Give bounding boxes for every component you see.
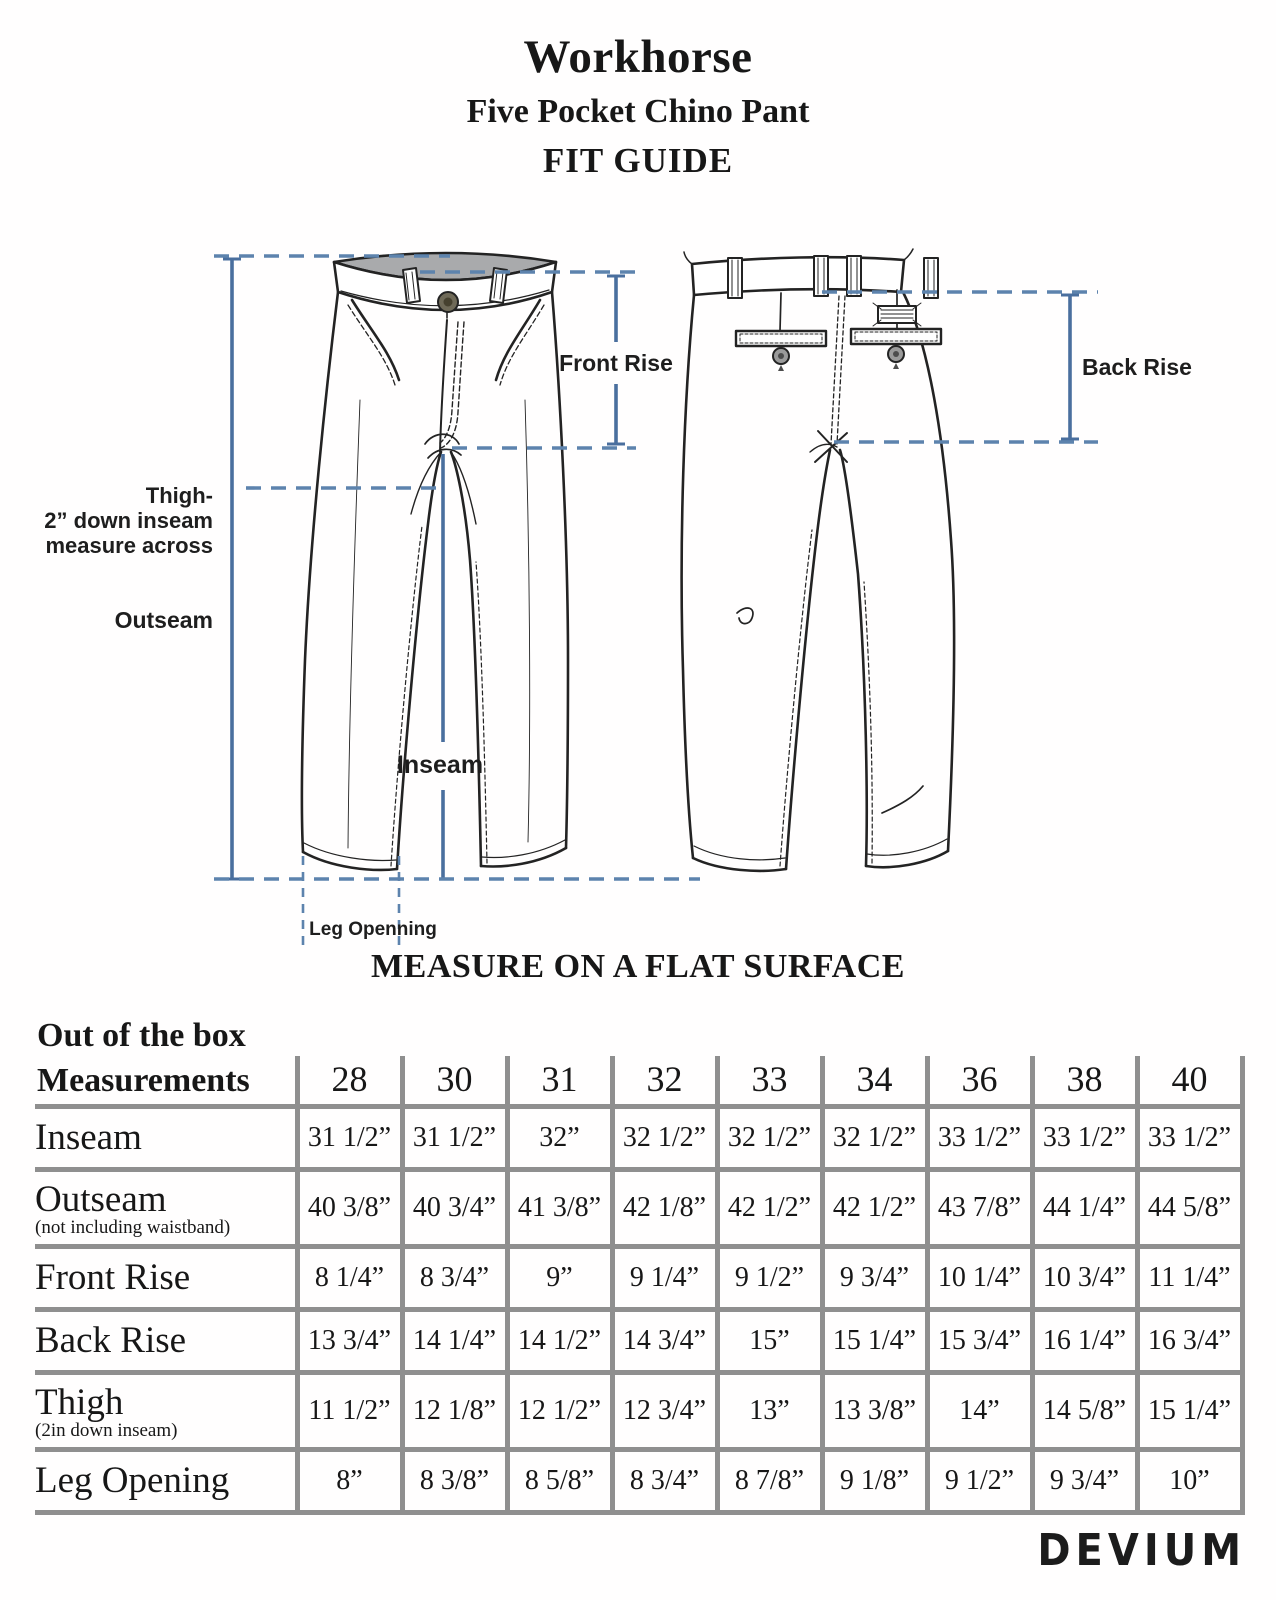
- cell: 8 7/8”: [717, 1450, 822, 1513]
- cell: 15”: [717, 1310, 822, 1373]
- cell: 8 1/4”: [297, 1247, 402, 1310]
- thigh-label-line1: Thigh-: [145, 483, 213, 508]
- back-brand-patch: [873, 303, 921, 326]
- table-row-inseam: [35, 1107, 1242, 1170]
- row-label: Outseam: [35, 1178, 167, 1220]
- size-col-30: 30: [402, 1056, 507, 1107]
- front-stitch-details: [304, 400, 565, 866]
- size-table: [35, 1056, 1245, 1515]
- cell: 14 1/4”: [402, 1310, 507, 1373]
- thigh-label-line3: measure across: [45, 533, 213, 558]
- cell: 12 1/2”: [507, 1373, 612, 1450]
- table-row-back-rise: [35, 1310, 1242, 1373]
- back-stitch-details: [694, 530, 947, 866]
- cell: 33 1/2”: [927, 1107, 1032, 1170]
- cell: 8 3/4”: [612, 1450, 717, 1513]
- cell: 13 3/4”: [297, 1310, 402, 1373]
- cell: 9 1/2”: [717, 1247, 822, 1310]
- table-row-outseam: [35, 1170, 1242, 1247]
- cell: 32 1/2”: [822, 1107, 927, 1170]
- back-pant-sketch: [682, 249, 954, 871]
- cell: 33 1/2”: [1137, 1107, 1242, 1170]
- cell: 33 1/2”: [1032, 1107, 1137, 1170]
- product-subtitle: Five Pocket Chino Pant: [466, 93, 810, 130]
- cell: 12 1/8”: [402, 1373, 507, 1450]
- cell: 8 5/8”: [507, 1450, 612, 1513]
- back-legs-outline: [682, 292, 954, 871]
- cell: 10”: [1137, 1450, 1242, 1513]
- size-col-34: 34: [822, 1056, 927, 1107]
- cell: 42 1/8”: [612, 1170, 717, 1247]
- cell: 16 3/4”: [1137, 1310, 1242, 1373]
- cell: 9 1/8”: [822, 1450, 927, 1513]
- table-heading-line2: Measurements: [35, 1056, 297, 1107]
- back-rise-label: Back Rise: [1082, 354, 1192, 380]
- row-sublabel: (not including waistband): [35, 1216, 231, 1238]
- table-heading-line1: Out of the box: [37, 1017, 246, 1054]
- row-label: Thigh: [35, 1381, 124, 1423]
- size-header-row: [35, 1056, 1242, 1107]
- row-sublabel: (2in down inseam): [35, 1419, 178, 1441]
- thigh-label-line2: 2” down inseam: [44, 508, 213, 533]
- product-name: Workhorse: [523, 31, 753, 83]
- cell: 13 3/8”: [822, 1373, 927, 1450]
- front-fly: [440, 296, 464, 452]
- table-row-thigh: [35, 1373, 1242, 1450]
- cell: 12 3/4”: [612, 1373, 717, 1450]
- inseam-label: Inseam: [396, 751, 484, 779]
- cell: 14 5/8”: [1032, 1373, 1137, 1450]
- cell: 9 3/4”: [822, 1247, 927, 1310]
- cell: 8 3/8”: [402, 1450, 507, 1513]
- back-center-seam: [831, 296, 845, 444]
- cell: 14”: [927, 1373, 1032, 1450]
- size-col-32: 32: [612, 1056, 717, 1107]
- cell: 11 1/4”: [1137, 1247, 1242, 1310]
- leg-opening-label: Leg Openning: [309, 919, 437, 940]
- front-rise-label: Front Rise: [559, 350, 673, 376]
- back-welt-pockets: [736, 329, 941, 371]
- cell: 32”: [507, 1107, 612, 1170]
- cell: 14 1/2”: [507, 1310, 612, 1373]
- cell: 42 1/2”: [822, 1170, 927, 1247]
- row-label: Inseam: [35, 1117, 142, 1158]
- row-label: Front Rise: [35, 1257, 191, 1298]
- cell: 9 1/4”: [612, 1247, 717, 1310]
- cell: 31 1/2”: [297, 1107, 402, 1170]
- measure-note: MEASURE ON A FLAT SURFACE: [371, 948, 905, 985]
- cell: 31 1/2”: [402, 1107, 507, 1170]
- cell: 32 1/2”: [717, 1107, 822, 1170]
- cell: 40 3/4”: [402, 1170, 507, 1247]
- cell: 42 1/2”: [717, 1170, 822, 1247]
- size-table-section: [35, 1018, 1242, 1515]
- brand-logo: DEVIUM: [1037, 1526, 1246, 1576]
- cell: 15 1/4”: [1137, 1373, 1242, 1450]
- cell: 10 1/4”: [927, 1247, 1032, 1310]
- cell: 8”: [297, 1450, 402, 1513]
- table-row-front-rise: [35, 1247, 1242, 1310]
- cell: 43 7/8”: [927, 1170, 1032, 1247]
- row-label: Back Rise: [35, 1320, 187, 1361]
- cell: 41 3/8”: [507, 1170, 612, 1247]
- cell: 44 1/4”: [1032, 1170, 1137, 1247]
- cell: 40 3/8”: [297, 1170, 402, 1247]
- size-col-38: 38: [1032, 1056, 1137, 1107]
- cell: 11 1/2”: [297, 1373, 402, 1450]
- title-block: [0, 30, 1276, 181]
- pants-diagram: [0, 228, 1276, 958]
- outseam-label: Outseam: [114, 607, 213, 633]
- cell: 14 3/4”: [612, 1310, 717, 1373]
- back-waistband: [692, 257, 904, 295]
- size-col-28: 28: [297, 1056, 402, 1107]
- cell: 16 1/4”: [1032, 1310, 1137, 1373]
- cell: 9 3/4”: [1032, 1450, 1137, 1513]
- cell: 8 3/4”: [402, 1247, 507, 1310]
- size-col-36: 36: [927, 1056, 1032, 1107]
- guide-title: FIT GUIDE: [542, 141, 734, 180]
- table-row-leg-opening: [35, 1450, 1242, 1513]
- cell: 44 5/8”: [1137, 1170, 1242, 1247]
- front-legs-outline: [302, 292, 568, 870]
- cell: 32 1/2”: [612, 1107, 717, 1170]
- size-col-31: 31: [507, 1056, 612, 1107]
- cell: 13”: [717, 1373, 822, 1450]
- row-label: Leg Opening: [35, 1460, 230, 1501]
- cell: 9 1/2”: [927, 1450, 1032, 1513]
- size-col-33: 33: [717, 1056, 822, 1107]
- cell: 9”: [507, 1247, 612, 1310]
- cell: 15 1/4”: [822, 1310, 927, 1373]
- cell: 10 3/4”: [1032, 1247, 1137, 1310]
- size-col-40: 40: [1137, 1056, 1242, 1107]
- cell: 15 3/4”: [927, 1310, 1032, 1373]
